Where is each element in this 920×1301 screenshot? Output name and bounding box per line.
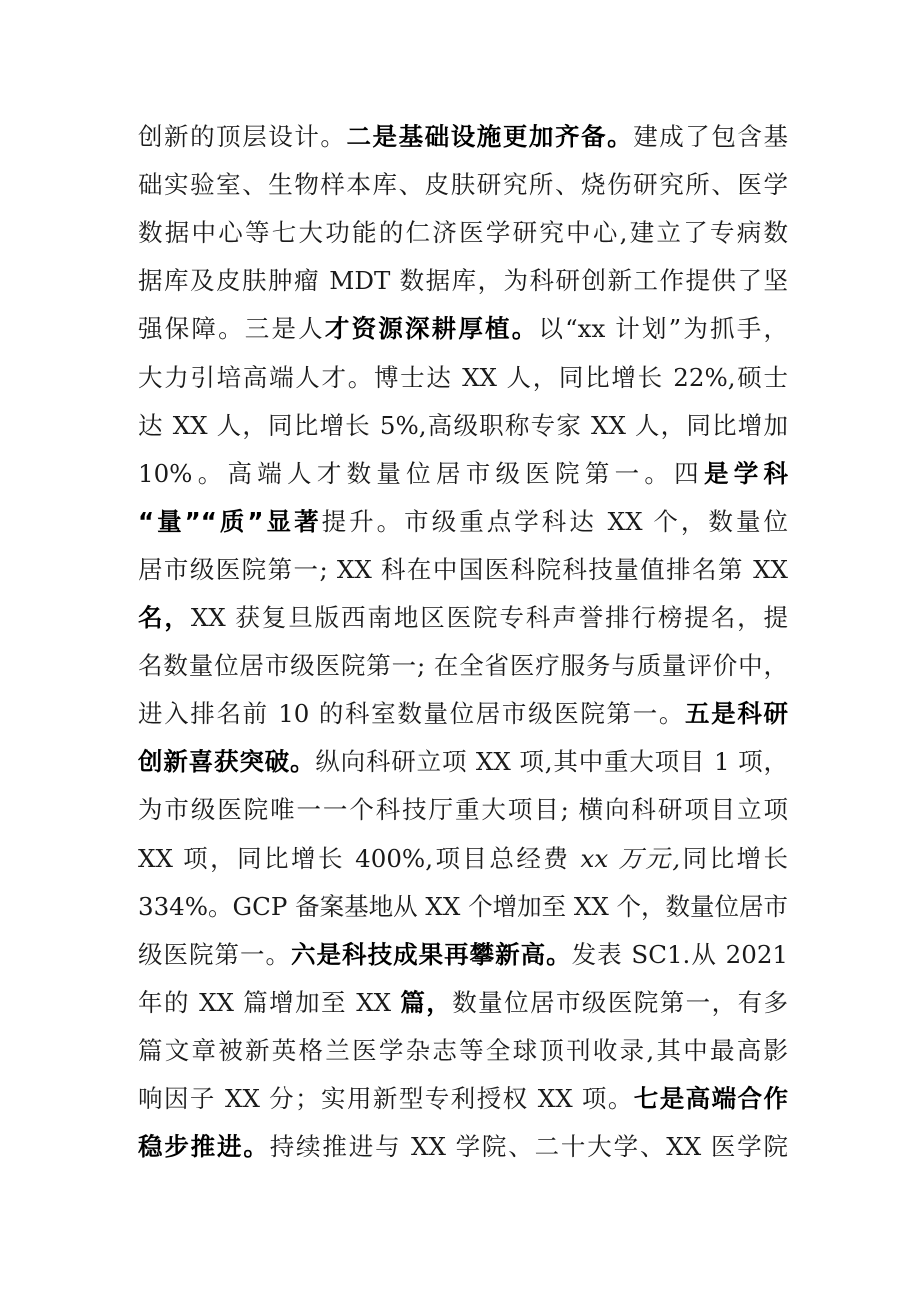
bold-text-segment: 篇， xyxy=(400,987,453,1017)
text-line xyxy=(138,309,788,349)
text-line xyxy=(138,790,788,830)
bold-text-segment: 名， xyxy=(138,603,191,632)
text-line xyxy=(138,550,788,590)
text-segment: 建成了包含基 xyxy=(633,122,788,151)
text-segment: 名数量位居市级医院第一; 在全省医疗服务与质量评价中， xyxy=(138,651,788,681)
text-segment: 持续推进与 XX 学院、二十大学、XX 医学院 xyxy=(269,1132,788,1162)
text-segment: 篇文章被新英格兰医学杂志等全球顶刊收录,其中最高影 xyxy=(138,1035,788,1065)
text-segment: 提升。市级重点学科达 XX 个，数量位 xyxy=(321,506,788,536)
text-line xyxy=(138,983,788,1023)
text-segment: 发表 SC1.从 2021 xyxy=(571,939,788,969)
text-line xyxy=(138,694,788,734)
text-segment: XX 获复旦版西南地区医院专科声誉排行榜提名，提 xyxy=(190,603,788,632)
text-line xyxy=(138,598,788,638)
text-line xyxy=(138,742,788,782)
text-line xyxy=(138,502,788,542)
text-line xyxy=(138,406,788,446)
bold-text-segment: 是学科 xyxy=(703,458,788,488)
text-segment: 数量位居市级医院第一，有多 xyxy=(452,987,788,1017)
bold-text-segment: 才资源深耕厚植。 xyxy=(324,314,539,344)
text-segment: 创新的顶层设计。 xyxy=(138,122,347,151)
text-segment: 年的 XX 篇增加至 XX xyxy=(138,987,401,1017)
text-segment: 数据中心等七大功能的仁济医学研究中心,建立了专病数 xyxy=(138,218,788,248)
text-line xyxy=(138,887,788,927)
bold-text-segment: 创新喜获突破。 xyxy=(138,747,316,777)
text-segment: 为市级医院唯一一个科技厅重大项目; 横向科研项目立项 xyxy=(138,795,788,825)
text-segment: 居市级医院第一; XX 科在中国医科院科技量值排名第 XX xyxy=(138,554,788,584)
bold-text-segment: 稳步推进。 xyxy=(138,1132,270,1162)
text-line xyxy=(138,1127,788,1167)
text-segment: XX 项，同比增长 400%,项目总经费 xyxy=(138,843,581,873)
text-segment: 同比增长 xyxy=(680,843,788,873)
text-segment: 进入排名前 10 的科室数量位居市级医院第一。 xyxy=(138,699,686,729)
text-line xyxy=(138,1079,788,1119)
bold-text-segment: “量”“质”显著 xyxy=(138,506,322,536)
text-segment: 响因子 XX 分；实用新型专利授权 XX 项。 xyxy=(138,1084,634,1113)
bold-text-segment: 五是科研 xyxy=(685,699,788,729)
text-segment: 334%。GCP 备案基地从 XX 个增加至 XX 个，数量位居市 xyxy=(138,891,788,921)
bold-text-segment: 二是基础设施更加齐备。 xyxy=(346,122,634,151)
text-segment: 达 XX 人，同比增长 5%,高级职称专家 XX 人，同比增加 xyxy=(138,410,788,440)
text-segment: 强保障。三是人 xyxy=(138,314,325,344)
text-segment: xx 万元, xyxy=(580,843,681,873)
text-line xyxy=(138,839,788,879)
text-segment: 10%。高端人才数量位居市级医院第一。四 xyxy=(138,458,704,488)
text-line xyxy=(138,213,788,253)
text-segment: 纵向科研立项 XX 项,其中重大项目 1 项， xyxy=(315,747,788,777)
bold-text-segment: 七是高端合作 xyxy=(633,1084,788,1113)
text-line xyxy=(138,1031,788,1071)
text-line xyxy=(138,454,788,494)
text-segment: 据库及皮肤肿瘤 MDT 数据库，为科研创新工作提供了坚 xyxy=(138,266,788,296)
text-segment: 大力引培高端人才。博士达 XX 人，同比增长 22%,硕士 xyxy=(138,362,788,392)
text-line xyxy=(138,165,788,205)
text-line xyxy=(138,358,788,398)
text-line xyxy=(138,935,788,975)
text-segment: 以“xx 计划”为抓手， xyxy=(538,314,788,344)
text-segment: 础实验室、生物样本库、皮肤研究所、烧伤研究所、医学 xyxy=(138,170,788,200)
bold-text-segment: 六是科技成果再攀新高。 xyxy=(291,939,572,969)
text-segment: 级医院第一。 xyxy=(138,939,292,969)
text-line xyxy=(138,261,788,301)
text-line xyxy=(138,646,788,686)
text-line xyxy=(138,117,788,157)
